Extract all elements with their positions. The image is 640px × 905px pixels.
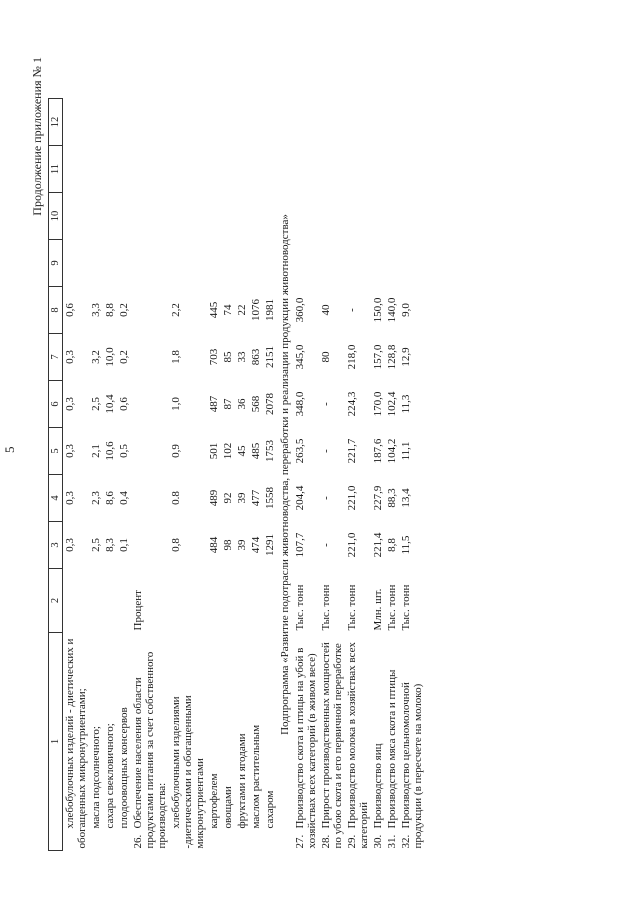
table-body: [63, 99, 426, 851]
value-cell: 98: [222, 539, 234, 551]
value-cell: [131, 240, 169, 287]
value-cell: 0,3: [64, 444, 76, 458]
indicator-cell: [399, 633, 425, 851]
value-cell: 218,0: [346, 344, 358, 370]
table-row: [169, 99, 207, 851]
value-cell: [385, 240, 399, 287]
value-cell: 345,0: [294, 344, 306, 370]
value-cell: 0,6: [118, 397, 130, 411]
value-cell: 204,4: [294, 485, 306, 511]
value-cell: 863: [250, 348, 262, 366]
indicator-text: сахаром: [264, 790, 276, 829]
value-cell: 22: [236, 304, 248, 316]
table-row: [293, 99, 319, 851]
value-cell: 9,0: [400, 303, 412, 317]
value-cell: [221, 99, 235, 146]
value-cell: 13,4: [400, 488, 412, 508]
value-cell: 2078: [264, 393, 276, 415]
value-cell: [131, 381, 169, 428]
value-cell: 157,0: [372, 344, 384, 370]
value-cell: [221, 193, 235, 240]
indicator-cell: [207, 633, 221, 851]
value-cell: [103, 99, 117, 146]
unit-cell: [235, 569, 249, 633]
indicator-text: Обеспечение населения области продуктами питания за счет собственного производства:: [132, 651, 168, 849]
indicator-cell: [117, 633, 131, 851]
indicators-table: [48, 98, 425, 851]
unit-cell: [263, 569, 277, 633]
indicator-text: маслом растительным: [250, 724, 262, 829]
column-header: 1: [49, 633, 63, 851]
value-cell: [319, 146, 345, 193]
row-number: 29.: [346, 834, 358, 849]
value-cell: 128,8: [386, 344, 398, 370]
unit-cell: [207, 569, 221, 633]
indicator-text: Производство скота и птицы на убой в хозяйствах всех категорий (в живом весе): [294, 647, 318, 849]
value-cell: [263, 193, 277, 240]
value-cell: 445: [208, 301, 220, 319]
column-header: 6: [49, 381, 63, 428]
value-cell: 2151: [264, 346, 276, 368]
value-cell: 227,9: [372, 485, 384, 511]
value-cell: [235, 240, 249, 287]
value-cell: [169, 99, 207, 146]
value-cell: 0,4: [118, 491, 130, 505]
indicator-text: Производство мяса скота и птицы: [386, 669, 398, 829]
table-row: [399, 99, 425, 851]
unit-cell: [89, 569, 103, 633]
value-cell: 3,2: [90, 350, 102, 364]
value-cell: [345, 99, 371, 146]
table-row: [207, 99, 221, 851]
value-cell: 474: [250, 536, 262, 554]
value-cell: 0,2: [118, 303, 130, 317]
value-cell: 8,6: [104, 491, 116, 505]
value-cell: [169, 240, 207, 287]
value-cell: 487: [208, 395, 220, 413]
value-cell: 221,4: [372, 532, 384, 558]
indicator-cell: [235, 633, 249, 851]
value-cell: [103, 240, 117, 287]
value-cell: [293, 193, 319, 240]
value-cell: 1981: [264, 299, 276, 321]
value-cell: 501: [208, 442, 220, 460]
value-cell: [319, 193, 345, 240]
value-cell: 45: [236, 445, 248, 457]
value-cell: 221,0: [346, 532, 358, 558]
value-cell: 221,7: [346, 438, 358, 464]
value-cell: [399, 240, 425, 287]
table-row: [249, 99, 263, 851]
value-cell: 1076: [250, 299, 262, 321]
value-cell: [345, 240, 371, 287]
row-number: 32.: [400, 834, 412, 849]
indicator-text: Производство цельномолочной продукции (в пересчете на молоко): [400, 682, 424, 849]
indicator-cell: [221, 633, 235, 851]
value-cell: 2,3: [90, 491, 102, 505]
value-cell: [249, 99, 263, 146]
column-header-row: [49, 99, 63, 851]
value-cell: 11,1: [400, 441, 412, 461]
value-cell: 102,4: [386, 391, 398, 417]
unit-cell: [103, 569, 117, 633]
column-header: 11: [49, 146, 63, 193]
value-cell: 11,5: [400, 535, 412, 555]
column-header: 5: [49, 428, 63, 475]
table-row: [263, 99, 277, 851]
value-cell: [249, 193, 263, 240]
value-cell: 703: [208, 348, 220, 366]
table-row: [131, 99, 169, 851]
value-cell: 88,3: [386, 488, 398, 508]
value-cell: 140,0: [386, 297, 398, 323]
value-cell: [89, 193, 103, 240]
table-row: [221, 99, 235, 851]
value-cell: 263,5: [294, 438, 306, 464]
table-row: [63, 99, 90, 851]
unit-cell: [117, 569, 131, 633]
value-cell: 8,3: [104, 538, 116, 552]
value-cell: -: [346, 308, 358, 312]
table-row: [235, 99, 249, 851]
indicator-cell: [63, 633, 90, 851]
indicator-text: хлебобулочных изделий - диетических и обогащенных микронутриентами;: [64, 638, 88, 849]
value-cell: [63, 193, 90, 240]
value-cell: [385, 193, 399, 240]
value-cell: [103, 146, 117, 193]
column-header: 3: [49, 522, 63, 569]
indicator-cell: [385, 633, 399, 851]
indicator-cell: [131, 633, 169, 851]
value-cell: 348,0: [294, 391, 306, 417]
value-cell: 33: [236, 351, 248, 363]
indicator-text: фруктами и ягодами: [236, 733, 248, 829]
value-cell: [103, 193, 117, 240]
unit-cell: [169, 569, 207, 633]
value-cell: [131, 193, 169, 240]
value-cell: 74: [222, 304, 234, 316]
table-row: [345, 99, 371, 851]
row-number: 27.: [294, 834, 306, 849]
value-cell: 12,9: [400, 347, 412, 367]
value-cell: [169, 193, 207, 240]
indicator-text: овощами: [222, 786, 234, 829]
indicator-text: масла подсолнечного;: [90, 726, 102, 829]
value-cell: 489: [208, 489, 220, 507]
indicator-cell: [371, 633, 385, 851]
row-number: 31.: [386, 834, 398, 849]
value-cell: [131, 522, 169, 569]
value-cell: [385, 99, 399, 146]
value-cell: [319, 240, 345, 287]
value-cell: [207, 240, 221, 287]
value-cell: [235, 146, 249, 193]
value-cell: 2,5: [90, 538, 102, 552]
unit-cell: [221, 569, 235, 633]
value-cell: [117, 146, 131, 193]
value-cell: 0,8: [170, 538, 182, 552]
value-cell: [207, 193, 221, 240]
value-cell: 170,0: [372, 391, 384, 417]
value-cell: 1,8: [170, 350, 182, 364]
value-cell: [399, 146, 425, 193]
column-header: 9: [49, 240, 63, 287]
value-cell: 485: [250, 442, 262, 460]
unit-cell: Тыс. тонн: [320, 584, 332, 631]
page-number: 5: [2, 446, 17, 453]
column-header: 2: [49, 569, 63, 633]
value-cell: 1291: [264, 534, 276, 556]
value-cell: [371, 146, 385, 193]
value-cell: 0,3: [64, 491, 76, 505]
value-cell: [131, 99, 169, 146]
value-cell: [131, 428, 169, 475]
indicator-cell: [249, 633, 263, 851]
value-cell: [131, 287, 169, 334]
value-cell: 1558: [264, 487, 276, 509]
unit-cell: Тыс. тонн: [386, 584, 398, 631]
value-cell: [131, 146, 169, 193]
value-cell: 221,0: [346, 485, 358, 511]
value-cell: [345, 193, 371, 240]
value-cell: [235, 99, 249, 146]
value-cell: 107,7: [294, 532, 306, 558]
value-cell: [89, 240, 103, 287]
value-cell: [117, 240, 131, 287]
value-cell: 3,3: [90, 303, 102, 317]
table-row: [117, 99, 131, 851]
value-cell: [221, 146, 235, 193]
value-cell: [249, 240, 263, 287]
value-cell: 36: [236, 398, 248, 410]
value-cell: 150,0: [372, 297, 384, 323]
unit-cell: Процент: [132, 590, 144, 631]
value-cell: [371, 99, 385, 146]
value-cell: [293, 240, 319, 287]
value-cell: 8,8: [104, 303, 116, 317]
value-cell: 80: [320, 351, 332, 363]
unit-cell: [63, 569, 90, 633]
value-cell: 2,5: [90, 397, 102, 411]
section-row: [277, 99, 293, 851]
value-cell: [131, 475, 169, 522]
value-cell: 484: [208, 536, 220, 554]
value-cell: [263, 99, 277, 146]
column-header: 4: [49, 475, 63, 522]
value-cell: 85: [222, 351, 234, 363]
value-cell: [207, 99, 221, 146]
value-cell: 224,3: [346, 391, 358, 417]
unit-cell: Млн. шт.: [372, 588, 384, 631]
value-cell: [221, 240, 235, 287]
indicator-text: Производство яиц: [372, 743, 384, 829]
indicator-cell: [263, 633, 277, 851]
value-cell: [169, 146, 207, 193]
indicator-cell: [293, 633, 319, 851]
value-cell: 0,2: [118, 350, 130, 364]
row-number: 30.: [372, 834, 384, 849]
value-cell: [249, 146, 263, 193]
column-header: 8: [49, 287, 63, 334]
section-title: Подпрограмма «Развитие подотрасли животноводства, переработки и реализации продукции животноводства»: [279, 214, 291, 735]
value-cell: 2,2: [170, 303, 182, 317]
appendix-header: Продолжение приложения № 1: [30, 57, 44, 216]
value-cell: [117, 193, 131, 240]
value-cell: 0,5: [118, 444, 130, 458]
value-cell: 0,6: [64, 303, 76, 317]
value-cell: 11,3: [400, 394, 412, 414]
value-cell: 568: [250, 395, 262, 413]
table-row: [385, 99, 399, 851]
value-cell: [117, 99, 131, 146]
table-row: [103, 99, 117, 851]
value-cell: [235, 193, 249, 240]
value-cell: [63, 240, 90, 287]
value-cell: 1753: [264, 440, 276, 462]
value-cell: [293, 99, 319, 146]
value-cell: [263, 240, 277, 287]
column-header: 12: [49, 99, 63, 146]
indicator-text: картофелем: [208, 773, 220, 829]
value-cell: [371, 193, 385, 240]
value-cell: [385, 146, 399, 193]
value-cell: 8,8: [386, 538, 398, 552]
value-cell: [345, 146, 371, 193]
value-cell: 39: [236, 492, 248, 504]
value-cell: [371, 240, 385, 287]
unit-cell: [249, 569, 263, 633]
value-cell: 39: [236, 539, 248, 551]
value-cell: 2,1: [90, 444, 102, 458]
value-cell: -: [320, 496, 332, 500]
indicator-cell: [103, 633, 117, 851]
value-cell: [263, 146, 277, 193]
value-cell: [399, 193, 425, 240]
value-cell: 0,1: [118, 538, 130, 552]
value-cell: 360,0: [294, 297, 306, 323]
column-header: 7: [49, 334, 63, 381]
indicator-text: плодоовощных консервов: [118, 707, 130, 829]
value-cell: 10,0: [104, 347, 116, 367]
value-cell: [319, 99, 345, 146]
value-cell: [293, 146, 319, 193]
indicator-cell: [319, 633, 345, 851]
table-row: [319, 99, 345, 851]
value-cell: 92: [222, 492, 234, 504]
unit-cell: Тыс. тонн: [400, 584, 412, 631]
indicator-cell: [169, 633, 207, 851]
value-cell: [89, 99, 103, 146]
indicator-cell: [345, 633, 371, 851]
value-cell: [207, 146, 221, 193]
value-cell: 477: [250, 489, 262, 507]
value-cell: -: [320, 449, 332, 453]
value-cell: 1,0: [170, 397, 182, 411]
indicator-text: Прирост производственных мощностей по убою скота и его первичной переработке: [320, 642, 344, 849]
value-cell: [63, 99, 90, 146]
value-cell: 187,6: [372, 438, 384, 464]
value-cell: 102: [222, 442, 234, 460]
value-cell: [63, 146, 90, 193]
value-cell: 0,9: [170, 444, 182, 458]
value-cell: 0,3: [64, 350, 76, 364]
column-header: 10: [49, 193, 63, 240]
value-cell: [131, 334, 169, 381]
value-cell: -: [320, 402, 332, 406]
row-number: 26.: [132, 834, 144, 849]
value-cell: [399, 99, 425, 146]
indicator-text: хлебобулочными изделиями -диетическими и обогащенными микронутриентами: [170, 695, 206, 849]
value-cell: 0.8: [170, 491, 182, 505]
indicator-cell: [89, 633, 103, 851]
unit-cell: Тыс. тонн: [346, 584, 358, 631]
indicator-text: сахара свекловичного;: [104, 723, 116, 829]
value-cell: 40: [320, 304, 332, 316]
indicator-text: Производство молока в хозяйствах всех категорий: [346, 642, 370, 849]
table-row: [89, 99, 103, 851]
value-cell: -: [320, 543, 332, 547]
value-cell: 0,3: [64, 538, 76, 552]
table-row: [371, 99, 385, 851]
unit-cell: Тыс. тонн: [294, 584, 306, 631]
value-cell: 10,4: [104, 394, 116, 414]
row-number: 28.: [320, 834, 332, 849]
value-cell: 0,3: [64, 397, 76, 411]
value-cell: [89, 146, 103, 193]
value-cell: 87: [222, 398, 234, 410]
value-cell: 10,6: [104, 441, 116, 461]
value-cell: 104,2: [386, 438, 398, 464]
